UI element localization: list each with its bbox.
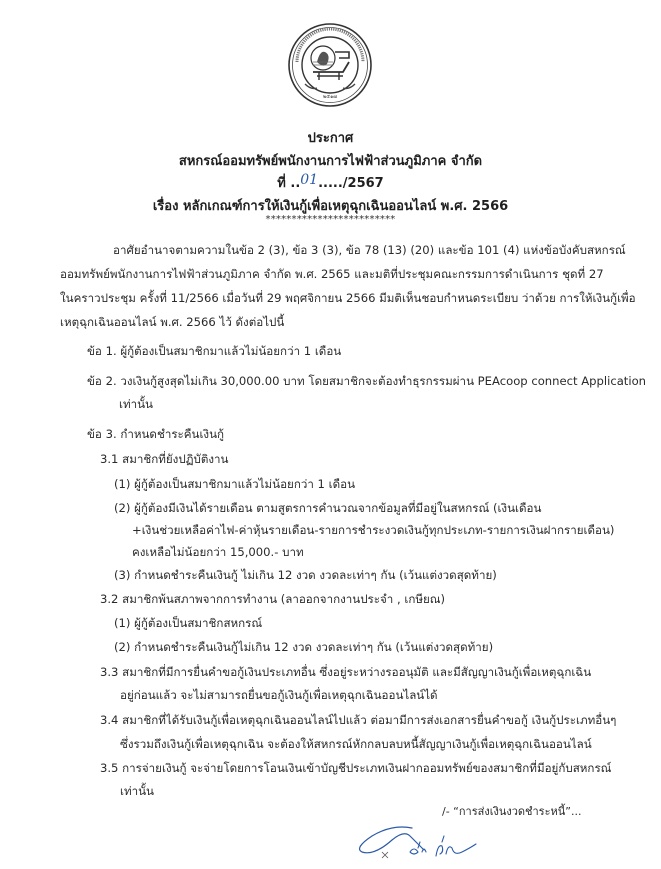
clause-3-1-item-3: (3) กำหนดชำระคืนเงินกู้ ไม่เกิน 12 งวด งวดละเท่าๆ กัน (เว้นแต่งวดสุดท้าย)	[114, 568, 497, 582]
clause-3-2-item-1: (1) ผู้กู้ต้องเป็นสมาชิกสหกรณ์	[114, 616, 263, 630]
handwritten-signature-icon	[352, 822, 482, 864]
clause-3-4-line-1: 3.4 สมาชิกที่ได้รับเงินกู้เพื่อเหตุฉุกเฉินออนไลน์ไปแล้ว ต่อมามีการส่งเอกสารยื่นคำขอกู้ เงินกู้ประเภทอื่นๆ	[100, 713, 617, 727]
number-year: ...../2567	[318, 176, 384, 191]
handwritten-number: 01	[300, 172, 319, 188]
clause-1: ข้อ 1. ผู้กู้ต้องเป็นสมาชิกมาแล้วไม่น้อยกว่า 1 เดือน	[87, 344, 342, 358]
clause-3-1-title: 3.1 สมาชิกที่ยังปฏิบัติงาน	[100, 452, 229, 466]
preamble-line-4: เหตุฉุกเฉินออนไลน์ พ.ศ. 2566 ไว้ ดังต่อไปนี้	[60, 315, 285, 329]
clause-3-1-item-2-line-2: +เงินช่วยเหลือค่าไฟ-ค่าหุ้นรายเดือน-รายการชำระงวดเงินกู้ทุกประเภท-รายการเงินฝากรายเดือน)	[132, 523, 615, 537]
organization-name: สหกรณ์ออมทรัพย์พนักงานการไฟฟ้าส่วนภูมิภาค จำกัด	[178, 154, 483, 169]
clause-3-5-line-2: เท่านั้น	[120, 784, 154, 798]
clause-2-line-2: เท่านั้น	[119, 397, 153, 411]
preamble-line-1: อาศัยอำนาจตามความในข้อ 2 (3), ข้อ 3 (3), ข้อ 78 (13) (20) และข้อ 101 (4) แห่งข้อบังคับสหกรณ์	[113, 243, 626, 257]
subject-line: เรื่อง หลักเกณฑ์การให้เงินกู้เพื่อเหตุฉุกเฉินออนไลน์ พ.ศ. 2566	[152, 199, 509, 214]
clause-3-2-title: 3.2 สมาชิกพ้นสภาพจากการทำงาน (ลาออกจากงานประจำ , เกษียณ)	[100, 592, 446, 606]
clause-2-line-1: ข้อ 2. วงเงินกู้สูงสุดไม่เกิน 30,000.00 บาท โดยสมาชิกจะต้องทำธุรกรรมผ่าน PEAcoop connect Application	[87, 374, 647, 388]
clause-3-heading: ข้อ 3. กำหนดชำระคืนเงินกู้	[87, 427, 225, 441]
continuation-reference: /- “การส่งเงินงวดชำระหนี้”...	[442, 805, 582, 818]
number-prefix: ที่	[277, 176, 291, 191]
clause-3-1-item-1: (1) ผู้กู้ต้องเป็นสมาชิกมาแล้วไม่น้อยกว่า 1 เดือน	[114, 477, 356, 491]
clause-3-5-line-1: 3.5 การจ่ายเงินกู้ จะจ่ายโดยการโอนเงินเข้าบัญชีประเภทเงินฝากออมทรัพย์ของสมาชิกที่มีอยู่กับสหกรณ์	[100, 761, 612, 775]
clause-3-1-item-2-line-3: คงเหลือไม่น้อยกว่า 15,000.- บาท	[132, 545, 304, 559]
clause-3-3-line-1: 3.3 สมาชิกที่มีการยื่นคำขอกู้เงินประเภทอื่น ซึ่งอยู่ระหว่างรออนุมัติ และมีสัญญาเงินกู้เพื่อเหตุฉุกเฉิน	[100, 665, 592, 679]
clause-3-4-line-2: ซึ่งรวมถึงเงินกู้เพื่อเหตุฉุกเฉิน จะต้องให้สหกรณ์หักกลบลบหนี้สัญญาเงินกู้เพื่อเหตุฉุกเฉินออนไลน์	[120, 737, 592, 751]
preamble-line-3: ในคราวประชุม ครั้งที่ 11/2566 เมื่อวันที่ 29 พฤศจิกายน 2566 มีมติเห็นชอบกำหนดระเบียบ ว่าด้วย การให้เงินกู้เพื่อ	[60, 291, 636, 305]
preamble-line-2: ออมทรัพย์พนักงานการไฟฟ้าส่วนภูมิภาค จำกัด พ.ศ. 2565 และมติที่ประชุมคณะกรรมการดำเนินการ ชุดที่ 27	[60, 267, 604, 281]
announcement-number	[0, 172, 661, 193]
clause-3-2-item-2: (2) กำหนดชำระคืนเงินกู้ไม่เกิน 12 งวด งวดละเท่าๆ กัน (เว้นแต่งวดสุดท้าย)	[114, 640, 494, 654]
svg-text:๒๕๑๗: ๒๕๑๗	[322, 94, 338, 100]
clause-3-3-line-2: อยู่ก่อนแล้ว จะไม่สามารถยื่นขอกู้เงินกู้เพื่อเหตุฉุกเฉินออนไลน์ได้	[120, 688, 438, 702]
cooperative-seal-icon	[287, 22, 373, 108]
separator-stars: *************************	[265, 214, 396, 225]
clause-3-1-item-2-line-1: (2) ผู้กู้ต้องมีเงินได้รายเดือน ตามสูตรการคำนวณจากข้อมูลที่มีอยู่ในสหกรณ์ (เงินเดือน	[114, 501, 542, 515]
announcement-heading: ประกาศ	[307, 131, 354, 146]
number-dots-before: ..	[290, 176, 301, 191]
